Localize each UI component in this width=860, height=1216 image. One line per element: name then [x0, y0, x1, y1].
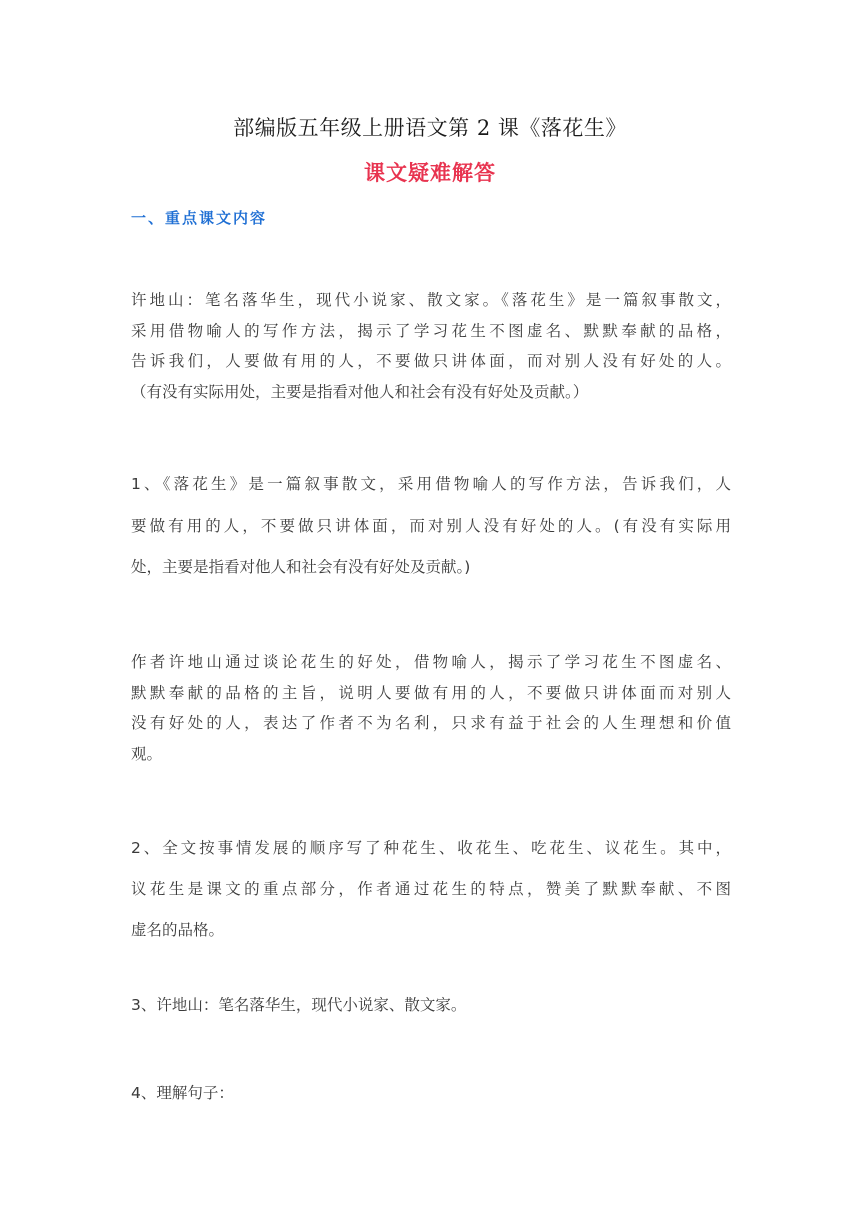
paragraph-line: 默默奉献的品格的主旨，说明人要做有用的人，不要做只讲体面而对别人: [131, 683, 731, 702]
paragraph-line: 虚名的品格。: [131, 921, 225, 939]
paragraph-line: 要做有用的人，不要做只讲体面，而对别人没有好处的人。(有没有实际用: [131, 516, 731, 535]
paragraph-item-3: [131, 990, 731, 1020]
paragraph-line: 没有好处的人，表达了作者不为名利，只求有益于社会的人生理想和价值: [131, 714, 731, 732]
paragraph-line: 告诉我们，人要做有用的人，不要做只讲体面，而对别人没有好处的人。: [131, 352, 731, 370]
paragraph-intro: [131, 285, 731, 407]
paragraph-line: 许地山：笔名落华生，现代小说家、散文家。《落花生》是一篇叙事散文，: [131, 291, 731, 309]
paragraph-line: 作者许地山通过谈论花生的好处，借物喻人，揭示了学习花生不图虚名、: [131, 653, 731, 671]
paragraph-author: [131, 647, 731, 769]
paragraph-line: 2、全文按事情发展的顺序写了种花生、收花生、吃花生、议花生。其中，: [131, 839, 731, 857]
section-heading: 一、重点课文内容: [131, 209, 268, 227]
paragraph-line: 观。: [131, 744, 163, 763]
document-title: 部编版五年级上册语文第 2 课《落花生》: [233, 116, 627, 140]
paragraph-line: 3、许地山：笔名落华生，现代小说家、散文家。: [131, 996, 467, 1014]
paragraph-line: 4、理解句子：: [131, 1084, 234, 1102]
document-subtitle: 课文疑难解答: [364, 161, 496, 185]
paragraph-item-4: [131, 1078, 731, 1108]
paragraph-item-1: [131, 464, 731, 589]
paragraph-item-2: [131, 828, 731, 951]
paragraph-line: 议花生是课文的重点部分，作者通过花生的特点，赞美了默默奉献、不图: [131, 880, 731, 898]
paragraph-line: 1、《落花生》是一篇叙事散文，采用借物喻人的写作方法，告诉我们，人: [131, 475, 731, 493]
paragraph-line: 采用借物喻人的写作方法，揭示了学习花生不图虚名、默默奉献的品格，: [131, 321, 731, 340]
paragraph-line: 处，主要是指看对他人和社会有没有好处及贡献。): [131, 558, 471, 576]
paragraph-line: （有没有实际用处，主要是指看对他人和社会有没有好处及贡献。）: [131, 382, 589, 401]
